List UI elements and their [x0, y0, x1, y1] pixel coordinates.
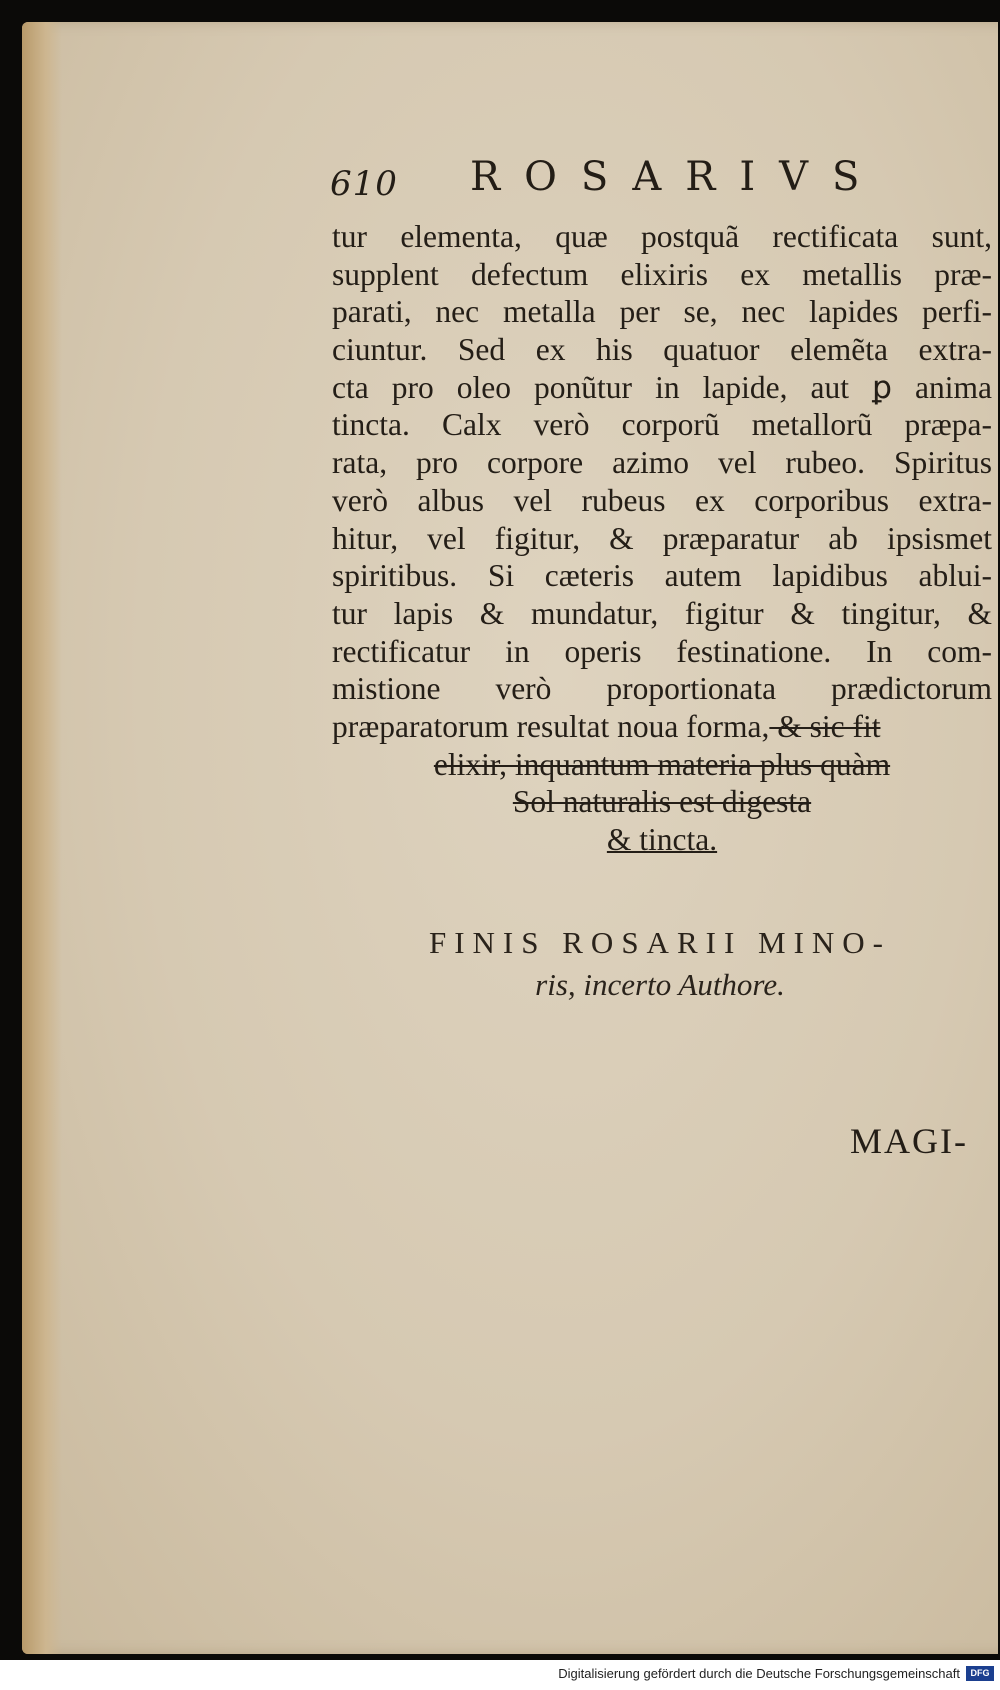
text-line: rata, pro corpore azimo vel rubeo. Spiritus [332, 445, 992, 481]
running-head: ROSARIVS [470, 154, 884, 200]
text-line: tincta. Calx verò corporũ metallorũ præpa- [332, 407, 992, 443]
body-text [332, 218, 992, 859]
text-fragment: præparatorum resultat noua forma, [332, 708, 770, 744]
dfg-logo-icon: DFG [966, 1666, 994, 1681]
catchword: MAGI- [850, 1121, 968, 1161]
struck-text-line: elixir, inquantum materia plus quàm [433, 746, 891, 782]
text-line [332, 708, 992, 746]
text-line: tur elementa, quæ postquã rectificata sunt, [332, 219, 992, 254]
text-line: tur lapis & mundatur, figitur & tingitur, & [332, 595, 992, 631]
text-line: spiritibus. Si cæteris autem lapidibus ablui- [332, 558, 992, 594]
footer-credit: Digitalisierung gefördert durch die Deutsche Forschungsgemeinschaft [558, 1666, 960, 1681]
finis-colophon [330, 925, 990, 1003]
text-line: hitur, vel figitur, & præparatur ab ipsismet [332, 520, 992, 556]
text-line: supplent defectum elixiris ex metallis præ- [332, 256, 992, 292]
text-line: cta pro oleo ponũtur in lapide, aut ꝑ anima [332, 369, 992, 405]
text-line: parati, nec metalla per se, nec lapides perfi- [332, 294, 992, 330]
page-number: 610 [330, 164, 398, 204]
struck-text-line: & tincta. [606, 822, 718, 857]
text-line: ciuntur. Sed ex his quatuor elemẽta extra- [332, 332, 992, 368]
struck-text-fragment: & sic fit [769, 708, 881, 744]
finis-line: FINIS ROSARII MINO- [428, 925, 891, 960]
page-header [330, 150, 990, 210]
text-line: verò albus vel rubeus ex corporibus extra- [332, 482, 992, 518]
footer-bar [0, 1660, 1000, 1690]
text-line: rectificatur in operis festinatione. In com- [332, 633, 992, 669]
finis-author-line: ris, incerto Authore. [535, 967, 785, 1002]
struck-text-line: Sol naturalis est digesta [512, 784, 812, 820]
text-line: mistione verò proportionata prædictorum [332, 671, 992, 707]
page-edge-shadow [22, 22, 62, 1654]
